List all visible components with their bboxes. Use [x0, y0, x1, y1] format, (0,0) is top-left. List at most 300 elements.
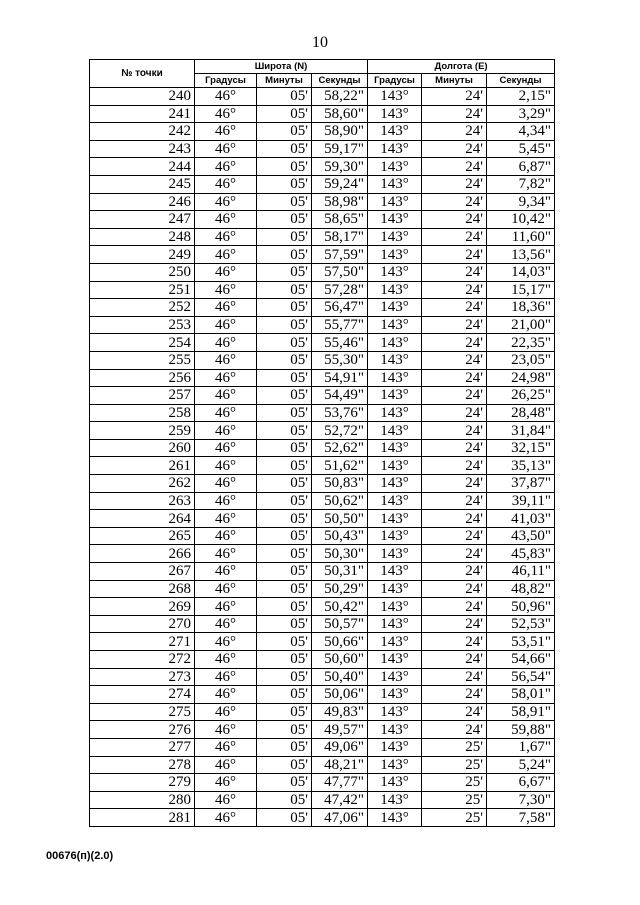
point-number-cell: 270 [90, 615, 195, 633]
header-longitude: Долгота (E) [368, 60, 555, 74]
point-number-cell: 250 [90, 263, 195, 281]
lon-degrees-cell: 143° [368, 668, 422, 686]
point-number-cell: 257 [90, 387, 195, 405]
lon-seconds-cell: 7,58" [487, 809, 555, 827]
point-number-cell: 260 [90, 439, 195, 457]
lon-seconds-cell: 31,84" [487, 422, 555, 440]
lat-minutes-cell: 05' [257, 316, 312, 334]
lat-minutes-cell: 05' [257, 351, 312, 369]
lat-seconds-cell: 52,62" [312, 439, 368, 457]
lat-minutes-cell: 05' [257, 580, 312, 598]
point-number-cell: 243 [90, 140, 195, 158]
lat-seconds-cell: 59,24" [312, 175, 368, 193]
point-number-cell: 262 [90, 475, 195, 493]
lon-degrees-cell: 143° [368, 193, 422, 211]
lat-minutes-cell: 05' [257, 140, 312, 158]
lat-degrees-cell: 46° [195, 633, 257, 651]
lon-degrees-cell: 143° [368, 651, 422, 669]
table-row [90, 422, 555, 440]
lat-minutes-cell: 05' [257, 809, 312, 827]
lat-degrees-cell: 46° [195, 615, 257, 633]
lat-degrees-cell: 46° [195, 492, 257, 510]
lat-seconds-cell: 55,30" [312, 351, 368, 369]
table-row [90, 351, 555, 369]
lat-seconds-cell: 50,43" [312, 527, 368, 545]
lon-minutes-cell: 24' [422, 475, 487, 493]
lon-seconds-cell: 50,96" [487, 598, 555, 616]
table-body [90, 88, 555, 827]
lat-degrees-cell: 46° [195, 228, 257, 246]
lat-degrees-cell: 46° [195, 686, 257, 704]
table-row [90, 404, 555, 422]
lon-minutes-cell: 25' [422, 791, 487, 809]
point-number-cell: 254 [90, 334, 195, 352]
table-row [90, 369, 555, 387]
lon-seconds-cell: 1,67" [487, 738, 555, 756]
table-row [90, 334, 555, 352]
lon-seconds-cell: 32,15" [487, 439, 555, 457]
lon-minutes-cell: 24' [422, 457, 487, 475]
lon-minutes-cell: 25' [422, 774, 487, 792]
lat-degrees-cell: 46° [195, 475, 257, 493]
lat-minutes-cell: 05' [257, 175, 312, 193]
point-number-cell: 253 [90, 316, 195, 334]
page-number: 10 [312, 34, 328, 51]
lon-degrees-cell: 143° [368, 563, 422, 581]
lat-seconds-cell: 50,40" [312, 668, 368, 686]
header-lon-degrees: Градусы [368, 74, 422, 88]
lon-degrees-cell: 143° [368, 615, 422, 633]
lon-seconds-cell: 28,48" [487, 404, 555, 422]
lon-minutes-cell: 24' [422, 404, 487, 422]
table-row [90, 721, 555, 739]
point-number-cell: 269 [90, 598, 195, 616]
lat-seconds-cell: 51,62" [312, 457, 368, 475]
point-number-cell: 272 [90, 651, 195, 669]
table-row [90, 123, 555, 141]
lon-degrees-cell: 143° [368, 369, 422, 387]
table-row [90, 492, 555, 510]
lat-minutes-cell: 05' [257, 88, 312, 106]
lat-degrees-cell: 46° [195, 316, 257, 334]
lon-seconds-cell: 6,67" [487, 774, 555, 792]
lat-degrees-cell: 46° [195, 651, 257, 669]
lat-minutes-cell: 05' [257, 703, 312, 721]
lat-degrees-cell: 46° [195, 721, 257, 739]
table-row [90, 651, 555, 669]
lat-seconds-cell: 58,17" [312, 228, 368, 246]
lon-degrees-cell: 143° [368, 211, 422, 229]
point-number-cell: 240 [90, 88, 195, 106]
lon-minutes-cell: 24' [422, 211, 487, 229]
point-number-cell: 276 [90, 721, 195, 739]
lat-seconds-cell: 58,22" [312, 88, 368, 106]
point-number-cell: 242 [90, 123, 195, 141]
lat-minutes-cell: 05' [257, 228, 312, 246]
table-row [90, 281, 555, 299]
lat-degrees-cell: 46° [195, 738, 257, 756]
lon-minutes-cell: 24' [422, 545, 487, 563]
lon-degrees-cell: 143° [368, 809, 422, 827]
lat-degrees-cell: 46° [195, 422, 257, 440]
lon-degrees-cell: 143° [368, 334, 422, 352]
lat-degrees-cell: 46° [195, 703, 257, 721]
lat-degrees-cell: 46° [195, 404, 257, 422]
point-number-cell: 267 [90, 563, 195, 581]
lat-minutes-cell: 05' [257, 633, 312, 651]
lon-degrees-cell: 143° [368, 457, 422, 475]
lat-minutes-cell: 05' [257, 369, 312, 387]
lat-degrees-cell: 46° [195, 281, 257, 299]
lat-seconds-cell: 50,06" [312, 686, 368, 704]
lat-seconds-cell: 54,91" [312, 369, 368, 387]
lon-degrees-cell: 143° [368, 88, 422, 106]
lon-seconds-cell: 5,45" [487, 140, 555, 158]
table-row [90, 88, 555, 106]
lat-minutes-cell: 05' [257, 668, 312, 686]
lon-seconds-cell: 24,98" [487, 369, 555, 387]
lon-degrees-cell: 143° [368, 281, 422, 299]
lon-degrees-cell: 143° [368, 633, 422, 651]
lon-minutes-cell: 24' [422, 510, 487, 528]
lon-minutes-cell: 24' [422, 598, 487, 616]
table-row [90, 457, 555, 475]
lat-seconds-cell: 47,77" [312, 774, 368, 792]
lat-degrees-cell: 46° [195, 668, 257, 686]
lon-degrees-cell: 143° [368, 140, 422, 158]
table-row [90, 633, 555, 651]
lon-minutes-cell: 24' [422, 88, 487, 106]
table-row [90, 738, 555, 756]
lon-degrees-cell: 143° [368, 351, 422, 369]
lat-degrees-cell: 46° [195, 545, 257, 563]
lat-seconds-cell: 57,28" [312, 281, 368, 299]
lat-degrees-cell: 46° [195, 598, 257, 616]
lon-seconds-cell: 18,36" [487, 299, 555, 317]
lat-seconds-cell: 58,98" [312, 193, 368, 211]
lat-minutes-cell: 05' [257, 105, 312, 123]
lat-degrees-cell: 46° [195, 809, 257, 827]
table-row [90, 299, 555, 317]
lon-minutes-cell: 24' [422, 334, 487, 352]
lat-minutes-cell: 05' [257, 651, 312, 669]
lat-seconds-cell: 57,59" [312, 246, 368, 264]
table-row [90, 158, 555, 176]
lon-seconds-cell: 11,60" [487, 228, 555, 246]
lon-degrees-cell: 143° [368, 756, 422, 774]
lon-degrees-cell: 143° [368, 703, 422, 721]
lon-minutes-cell: 24' [422, 228, 487, 246]
lon-degrees-cell: 143° [368, 246, 422, 264]
header-lat-degrees: Градусы [195, 74, 257, 88]
lon-minutes-cell: 24' [422, 387, 487, 405]
header-lat-minutes: Минуты [257, 74, 312, 88]
lat-minutes-cell: 05' [257, 422, 312, 440]
lat-minutes-cell: 05' [257, 738, 312, 756]
lon-seconds-cell: 15,17" [487, 281, 555, 299]
lat-degrees-cell: 46° [195, 123, 257, 141]
lon-minutes-cell: 24' [422, 721, 487, 739]
point-number-cell: 261 [90, 457, 195, 475]
point-number-cell: 265 [90, 527, 195, 545]
lon-minutes-cell: 25' [422, 756, 487, 774]
point-number-cell: 274 [90, 686, 195, 704]
lon-degrees-cell: 143° [368, 686, 422, 704]
lat-minutes-cell: 05' [257, 563, 312, 581]
point-number-cell: 275 [90, 703, 195, 721]
lon-degrees-cell: 143° [368, 492, 422, 510]
lon-degrees-cell: 143° [368, 316, 422, 334]
point-number-cell: 249 [90, 246, 195, 264]
point-number-cell: 264 [90, 510, 195, 528]
lon-seconds-cell: 3,29" [487, 105, 555, 123]
point-number-cell: 258 [90, 404, 195, 422]
point-number-cell: 256 [90, 369, 195, 387]
lon-degrees-cell: 143° [368, 158, 422, 176]
header-lon-minutes: Минуты [422, 74, 487, 88]
lat-minutes-cell: 05' [257, 615, 312, 633]
point-number-cell: 281 [90, 809, 195, 827]
lat-degrees-cell: 46° [195, 387, 257, 405]
header-point-number: № точки [90, 60, 195, 88]
lon-degrees-cell: 143° [368, 404, 422, 422]
table-row [90, 316, 555, 334]
lon-seconds-cell: 14,03" [487, 263, 555, 281]
lon-degrees-cell: 143° [368, 263, 422, 281]
point-number-cell: 279 [90, 774, 195, 792]
lat-seconds-cell: 58,90" [312, 123, 368, 141]
table-row [90, 527, 555, 545]
lon-seconds-cell: 4,34" [487, 123, 555, 141]
lon-minutes-cell: 24' [422, 651, 487, 669]
table-row [90, 615, 555, 633]
lat-seconds-cell: 48,21" [312, 756, 368, 774]
lon-degrees-cell: 143° [368, 422, 422, 440]
lat-seconds-cell: 49,57" [312, 721, 368, 739]
lat-seconds-cell: 54,49" [312, 387, 368, 405]
lon-minutes-cell: 24' [422, 633, 487, 651]
point-number-cell: 247 [90, 211, 195, 229]
lon-minutes-cell: 24' [422, 299, 487, 317]
lat-degrees-cell: 46° [195, 457, 257, 475]
point-number-cell: 266 [90, 545, 195, 563]
table-row [90, 475, 555, 493]
point-number-cell: 244 [90, 158, 195, 176]
lat-minutes-cell: 05' [257, 457, 312, 475]
lat-degrees-cell: 46° [195, 246, 257, 264]
lat-degrees-cell: 46° [195, 334, 257, 352]
lat-degrees-cell: 46° [195, 175, 257, 193]
lon-seconds-cell: 56,54" [487, 668, 555, 686]
table-row [90, 228, 555, 246]
lat-seconds-cell: 50,50" [312, 510, 368, 528]
lat-minutes-cell: 05' [257, 510, 312, 528]
lat-seconds-cell: 57,50" [312, 263, 368, 281]
lon-seconds-cell: 26,25" [487, 387, 555, 405]
lon-degrees-cell: 143° [368, 175, 422, 193]
lat-seconds-cell: 50,42" [312, 598, 368, 616]
lon-degrees-cell: 143° [368, 545, 422, 563]
point-number-cell: 278 [90, 756, 195, 774]
lat-minutes-cell: 05' [257, 545, 312, 563]
point-number-cell: 268 [90, 580, 195, 598]
point-number-cell: 251 [90, 281, 195, 299]
lon-seconds-cell: 45,83" [487, 545, 555, 563]
lat-seconds-cell: 50,57" [312, 615, 368, 633]
point-number-cell: 241 [90, 105, 195, 123]
lon-degrees-cell: 143° [368, 387, 422, 405]
lat-degrees-cell: 46° [195, 211, 257, 229]
lat-degrees-cell: 46° [195, 263, 257, 281]
lon-seconds-cell: 53,51" [487, 633, 555, 651]
table-row [90, 439, 555, 457]
lon-minutes-cell: 24' [422, 439, 487, 457]
lon-minutes-cell: 24' [422, 175, 487, 193]
lat-seconds-cell: 58,60" [312, 105, 368, 123]
lon-degrees-cell: 143° [368, 738, 422, 756]
lon-seconds-cell: 21,00" [487, 316, 555, 334]
lon-seconds-cell: 43,50" [487, 527, 555, 545]
lat-minutes-cell: 05' [257, 193, 312, 211]
lon-degrees-cell: 143° [368, 123, 422, 141]
table-row [90, 598, 555, 616]
lon-seconds-cell: 23,05" [487, 351, 555, 369]
lon-degrees-cell: 143° [368, 598, 422, 616]
lat-minutes-cell: 05' [257, 404, 312, 422]
lat-degrees-cell: 46° [195, 439, 257, 457]
lon-minutes-cell: 24' [422, 263, 487, 281]
lat-degrees-cell: 46° [195, 756, 257, 774]
point-number-cell: 263 [90, 492, 195, 510]
lon-seconds-cell: 2,15" [487, 88, 555, 106]
lon-degrees-cell: 143° [368, 721, 422, 739]
lon-degrees-cell: 143° [368, 105, 422, 123]
lon-minutes-cell: 24' [422, 422, 487, 440]
lon-minutes-cell: 24' [422, 527, 487, 545]
table-row [90, 105, 555, 123]
table-row [90, 686, 555, 704]
lat-seconds-cell: 59,30" [312, 158, 368, 176]
lon-minutes-cell: 24' [422, 668, 487, 686]
header-lat-seconds: Секунды [312, 74, 368, 88]
lon-degrees-cell: 143° [368, 527, 422, 545]
lat-seconds-cell: 50,31" [312, 563, 368, 581]
lon-degrees-cell: 143° [368, 439, 422, 457]
table-row [90, 668, 555, 686]
lon-degrees-cell: 143° [368, 475, 422, 493]
lat-seconds-cell: 49,06" [312, 738, 368, 756]
lat-minutes-cell: 05' [257, 756, 312, 774]
lat-degrees-cell: 46° [195, 88, 257, 106]
point-number-cell: 255 [90, 351, 195, 369]
lon-seconds-cell: 9,34" [487, 193, 555, 211]
lat-minutes-cell: 05' [257, 211, 312, 229]
lat-degrees-cell: 46° [195, 774, 257, 792]
lon-seconds-cell: 6,87" [487, 158, 555, 176]
table-row [90, 175, 555, 193]
lat-minutes-cell: 05' [257, 263, 312, 281]
lat-degrees-cell: 46° [195, 510, 257, 528]
lon-minutes-cell: 24' [422, 492, 487, 510]
table-row [90, 563, 555, 581]
lon-minutes-cell: 25' [422, 809, 487, 827]
lon-seconds-cell: 13,56" [487, 246, 555, 264]
lon-seconds-cell: 52,53" [487, 615, 555, 633]
lon-seconds-cell: 37,87" [487, 475, 555, 493]
lat-minutes-cell: 05' [257, 123, 312, 141]
lon-minutes-cell: 24' [422, 316, 487, 334]
lat-seconds-cell: 50,66" [312, 633, 368, 651]
lat-seconds-cell: 50,62" [312, 492, 368, 510]
lat-degrees-cell: 46° [195, 299, 257, 317]
lat-seconds-cell: 50,60" [312, 651, 368, 669]
document-code: 00676(п)(2.0) [46, 850, 114, 862]
table-header [90, 60, 555, 88]
table-row [90, 510, 555, 528]
lat-seconds-cell: 50,29" [312, 580, 368, 598]
lat-minutes-cell: 05' [257, 246, 312, 264]
lat-minutes-cell: 05' [257, 791, 312, 809]
lon-degrees-cell: 143° [368, 580, 422, 598]
lat-minutes-cell: 05' [257, 439, 312, 457]
lon-seconds-cell: 35,13" [487, 457, 555, 475]
point-number-cell: 245 [90, 175, 195, 193]
lat-degrees-cell: 46° [195, 563, 257, 581]
lon-minutes-cell: 24' [422, 105, 487, 123]
lat-seconds-cell: 47,06" [312, 809, 368, 827]
table-row [90, 263, 555, 281]
lon-minutes-cell: 24' [422, 158, 487, 176]
lon-degrees-cell: 143° [368, 791, 422, 809]
lat-degrees-cell: 46° [195, 105, 257, 123]
lon-seconds-cell: 39,11" [487, 492, 555, 510]
lon-minutes-cell: 24' [422, 123, 487, 141]
lon-seconds-cell: 59,88" [487, 721, 555, 739]
lon-minutes-cell: 24' [422, 246, 487, 264]
lat-seconds-cell: 59,17" [312, 140, 368, 158]
lon-seconds-cell: 7,30" [487, 791, 555, 809]
lon-minutes-cell: 24' [422, 615, 487, 633]
point-number-cell: 252 [90, 299, 195, 317]
lon-minutes-cell: 24' [422, 351, 487, 369]
lon-degrees-cell: 143° [368, 510, 422, 528]
header-lon-seconds: Секунды [487, 74, 555, 88]
lat-minutes-cell: 05' [257, 686, 312, 704]
lat-minutes-cell: 05' [257, 475, 312, 493]
lon-seconds-cell: 58,91" [487, 703, 555, 721]
lat-degrees-cell: 46° [195, 140, 257, 158]
table-row [90, 580, 555, 598]
lat-minutes-cell: 05' [257, 387, 312, 405]
lat-seconds-cell: 55,77" [312, 316, 368, 334]
lat-minutes-cell: 05' [257, 721, 312, 739]
lon-minutes-cell: 24' [422, 686, 487, 704]
point-number-cell: 259 [90, 422, 195, 440]
table-row [90, 809, 555, 827]
lat-minutes-cell: 05' [257, 774, 312, 792]
lon-minutes-cell: 24' [422, 193, 487, 211]
lon-seconds-cell: 46,11" [487, 563, 555, 581]
lat-seconds-cell: 58,65" [312, 211, 368, 229]
lon-seconds-cell: 5,24" [487, 756, 555, 774]
lon-degrees-cell: 143° [368, 774, 422, 792]
lon-seconds-cell: 41,03" [487, 510, 555, 528]
lat-minutes-cell: 05' [257, 299, 312, 317]
lon-seconds-cell: 7,82" [487, 175, 555, 193]
lat-degrees-cell: 46° [195, 527, 257, 545]
table-row [90, 387, 555, 405]
point-number-cell: 280 [90, 791, 195, 809]
